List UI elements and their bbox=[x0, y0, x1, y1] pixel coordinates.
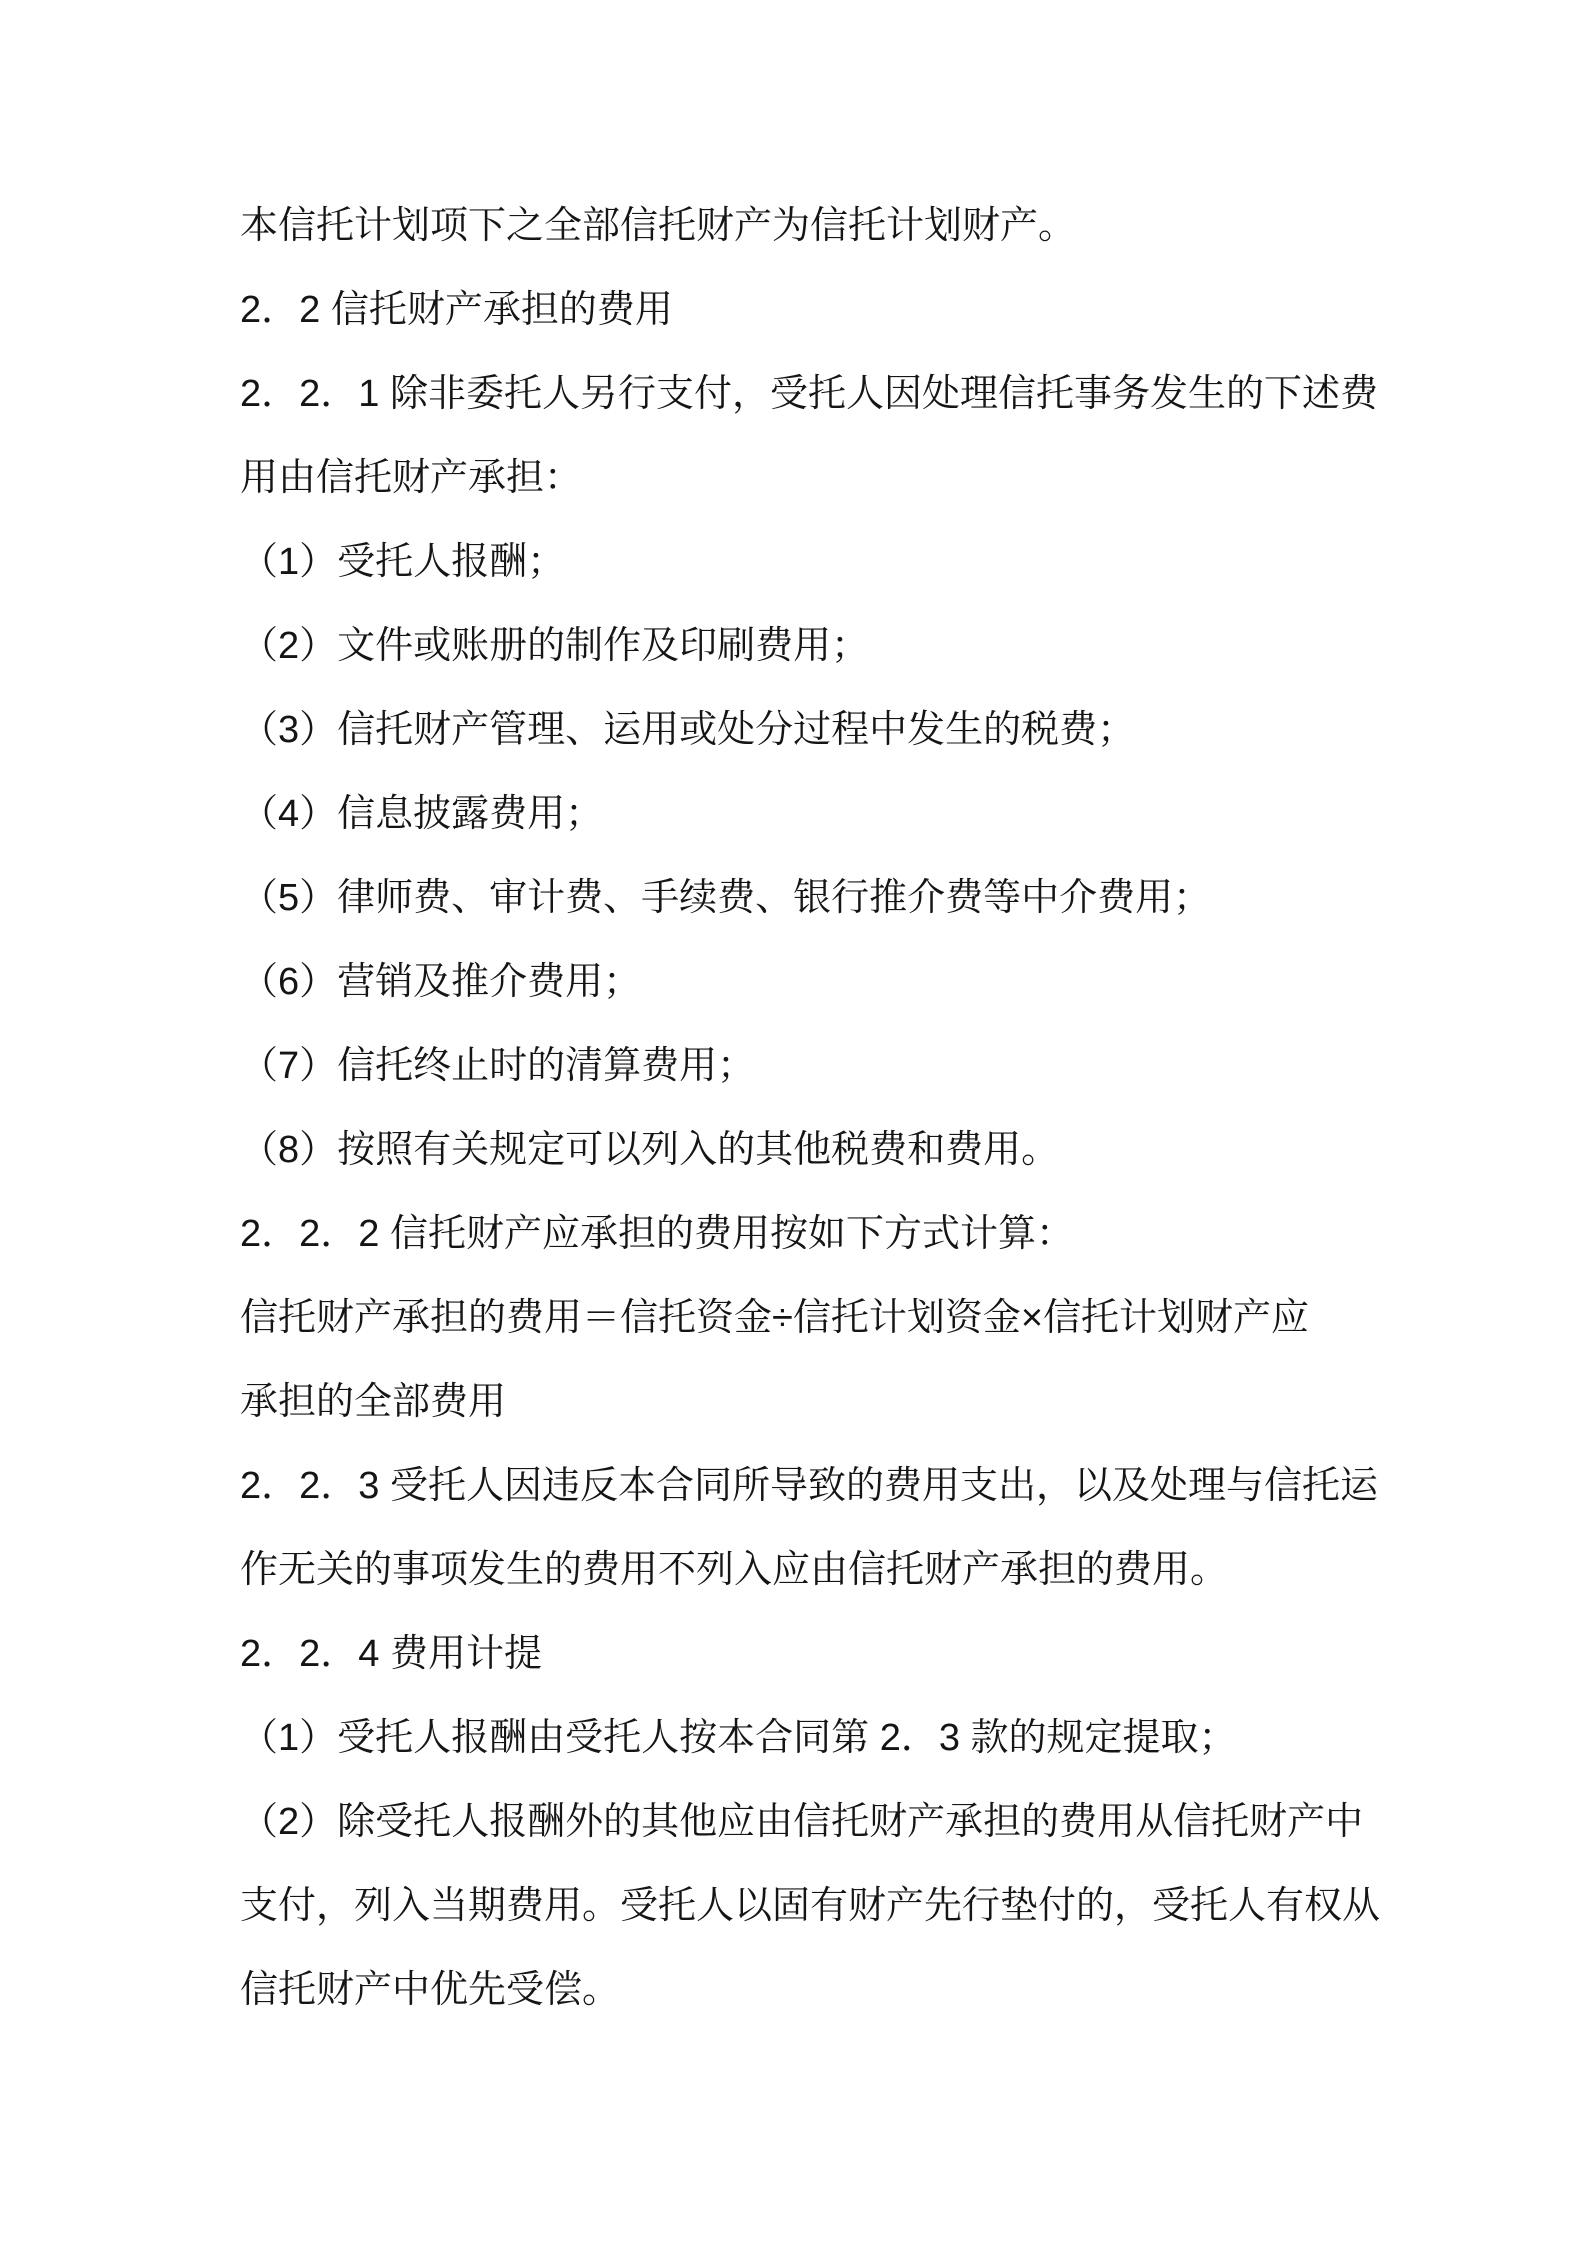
clause-2-2-1-line: 用由信托财产承担： bbox=[240, 457, 583, 499]
clause-2-2-4 bbox=[240, 1612, 1440, 2032]
clause-2-2-4-heading: 2．2．4 费用计提 bbox=[240, 1633, 542, 1675]
section-heading-2-2: 2．2 信托财产承担的费用 bbox=[240, 289, 673, 331]
fee-list-item-5: （5）律师费、审计费、手续费、银行推介费等中介费用； bbox=[240, 877, 1212, 919]
fee-formula-line: 信托财产承担的费用＝信托资金÷信托计划资金×信托计划财产应 bbox=[240, 1297, 1310, 1339]
document-body bbox=[240, 184, 1440, 2032]
clause-2-2-2 bbox=[240, 1192, 1440, 1444]
clause-2-2-2-text: 2．2．2 信托财产应承担的费用按如下方式计算： bbox=[240, 1213, 1074, 1255]
fee-list-item-7: （7）信托终止时的清算费用； bbox=[240, 1045, 756, 1087]
intro-paragraph: 本信托计划项下之全部信托财产为信托计划财产。 bbox=[240, 205, 1077, 247]
fee-list-item-2: （2）文件或账册的制作及印刷费用； bbox=[240, 625, 870, 667]
fee-list-item-8: （8）按照有关规定可以列入的其他税费和费用。 bbox=[240, 1129, 1060, 1171]
accrual-item-2 bbox=[240, 1780, 1440, 2032]
fee-list-item-1: （1）受托人报酬； bbox=[240, 541, 566, 583]
accrual-item-line: 信托财产中优先受偿。 bbox=[240, 1969, 621, 2011]
fee-list-item-4: （4）信息披露费用； bbox=[240, 793, 604, 835]
accrual-item-1 bbox=[240, 1696, 1440, 1780]
accrual-item-line: （1）受托人报酬由受托人按本合同第 2．3 款的规定提取； bbox=[240, 1717, 1237, 1759]
clause-2-2-1-line: 2．2．1 除非委托人另行支付，受托人因处理信托事务发生的下述费 bbox=[240, 373, 1378, 415]
accrual-item-line: 支付，列入当期费用。受托人以固有财产先行垫付的，受托人有权从 bbox=[240, 1885, 1381, 1927]
fee-formula-line: 承担的全部费用 bbox=[240, 1381, 507, 1423]
accrual-item-line: （2）除受托人报酬外的其他应由信托财产承担的费用从信托财产中 bbox=[240, 1801, 1364, 1843]
clause-2-2-3 bbox=[240, 1444, 1440, 1612]
fee-list-item-6: （6）营销及推介费用； bbox=[240, 961, 642, 1003]
clause-2-2-1 bbox=[240, 352, 1440, 1192]
clause-2-2-3-line: 2．2．3 受托人因违反本合同所导致的费用支出，以及处理与信托运 bbox=[240, 1465, 1378, 1507]
clause-2-2-3-line: 作无关的事项发生的费用不列入应由信托财产承担的费用。 bbox=[240, 1549, 1229, 1591]
fee-list-item-3: （3）信托财产管理、运用或处分过程中发生的税费； bbox=[240, 709, 1136, 751]
